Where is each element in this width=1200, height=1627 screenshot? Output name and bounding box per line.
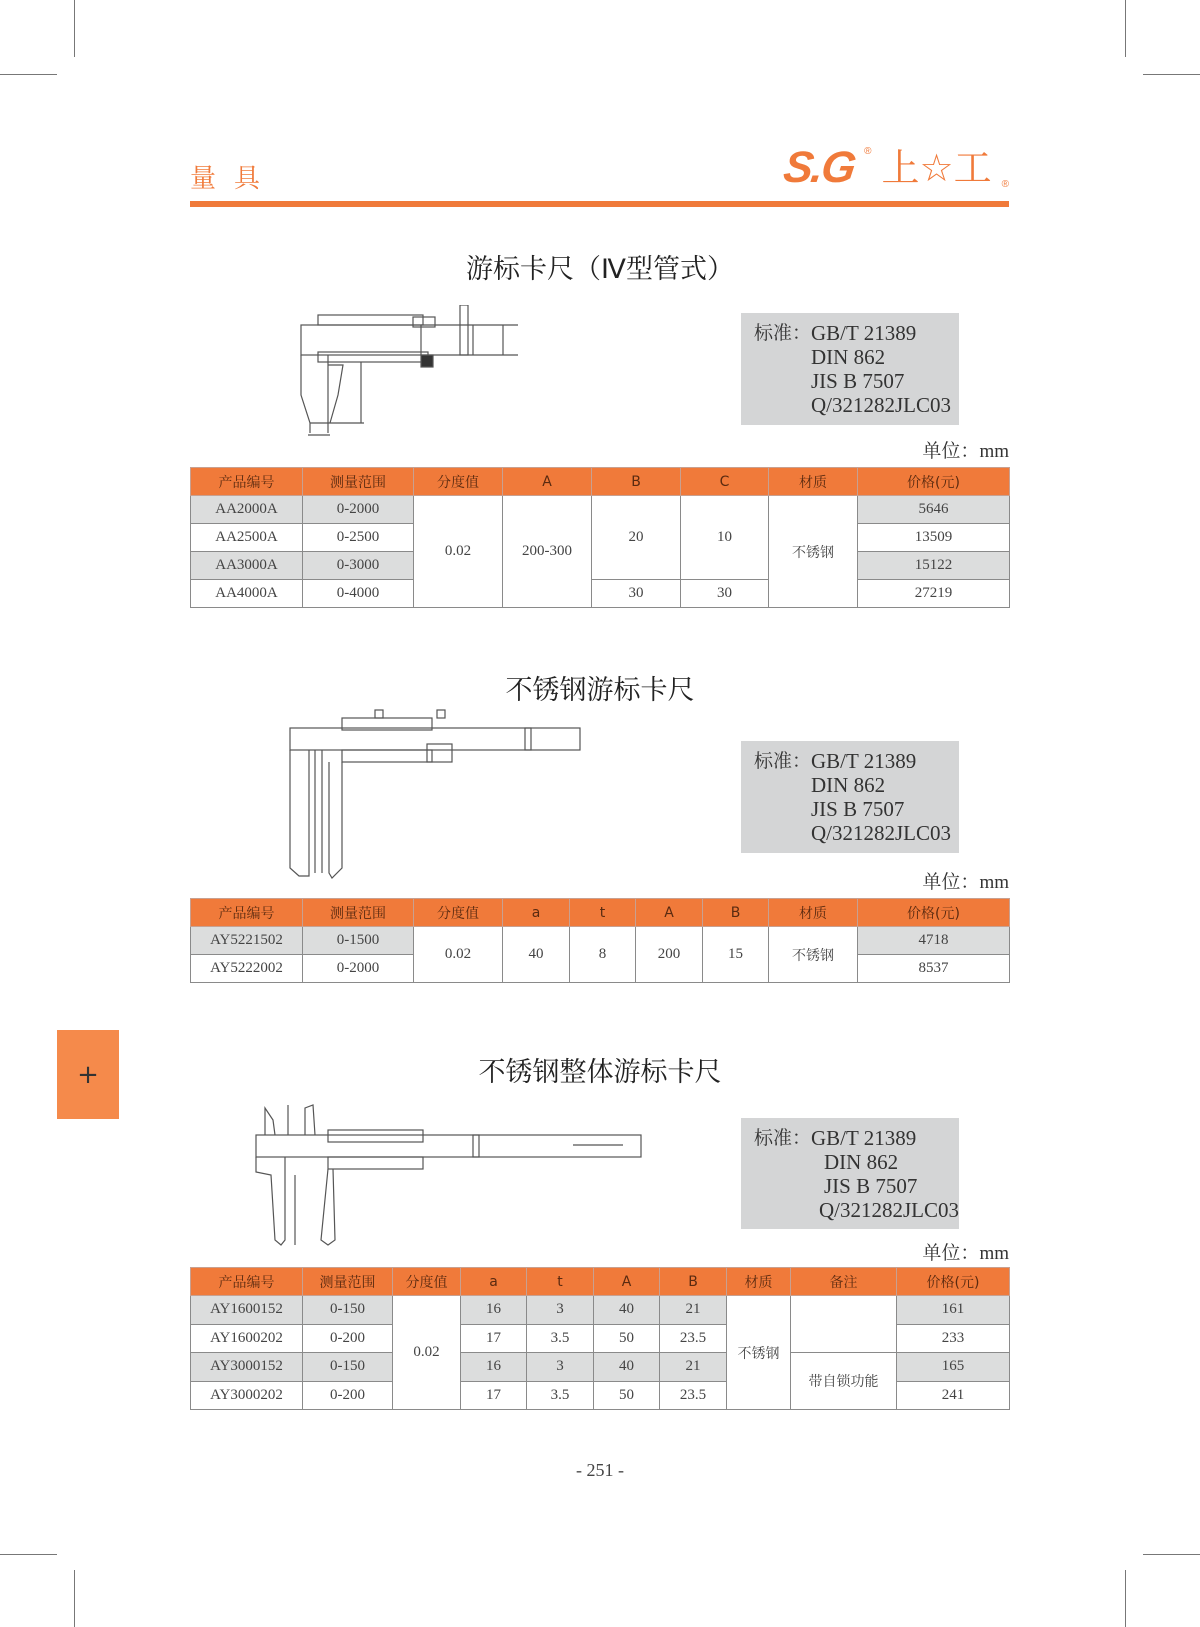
spec-table xyxy=(190,1267,1010,1410)
spec-b-cell: 30 xyxy=(592,580,681,608)
note-cell: 带自锁功能 xyxy=(791,1353,897,1410)
material-cell: 不锈钢 xyxy=(769,927,858,983)
section-title: 不锈钢游标卡尺 xyxy=(505,675,695,706)
spec-t-cell: 3 xyxy=(527,1353,594,1382)
measure-range-cell: 0-200 xyxy=(303,1381,393,1410)
standard-item: DIN 862 xyxy=(811,773,886,797)
plus-icon: + xyxy=(77,1059,99,1090)
standard-item: JIS B 7507 xyxy=(811,369,905,393)
spec-b-cell: 15 xyxy=(703,927,769,983)
table-row xyxy=(191,927,1010,955)
standard-item: DIN 862 xyxy=(824,1150,899,1174)
column-header: 备注 xyxy=(791,1268,897,1296)
column-header: 产品编号 xyxy=(191,1268,303,1296)
spec-a-cell: 17 xyxy=(461,1324,527,1353)
measure-range-cell: 0-1500 xyxy=(303,927,414,955)
section-title: 游标卡尺（Ⅳ型管式） xyxy=(466,254,734,285)
spec-a-cell: 16 xyxy=(461,1296,527,1325)
spec-b-cell: 20 xyxy=(592,496,681,580)
spec-t-cell: 8 xyxy=(570,927,636,983)
product-code-cell: AY5222002 xyxy=(191,955,303,983)
table-header-row xyxy=(191,468,1010,496)
division-cell: 0.02 xyxy=(414,496,503,608)
price-cell: 27219 xyxy=(858,580,1010,608)
spec-a-cell: 200-300 xyxy=(503,496,592,608)
crop-mark xyxy=(1143,1554,1200,1555)
standards-label: 标准： xyxy=(754,750,812,772)
price-cell: 13509 xyxy=(858,524,1010,552)
product-code-cell: AA2000A xyxy=(191,496,303,524)
unit-value: mm xyxy=(979,441,1009,462)
registered-mark: ® xyxy=(864,146,872,157)
spec-a-cell: 50 xyxy=(594,1324,660,1353)
column-header: 测量范围 xyxy=(303,899,414,927)
column-header: a xyxy=(461,1268,527,1296)
column-header: t xyxy=(570,899,636,927)
standard-item: JIS B 7507 xyxy=(811,797,905,821)
spec-t-cell: 3.5 xyxy=(527,1324,594,1353)
column-header: 价格(元) xyxy=(897,1268,1010,1296)
column-header: a xyxy=(503,899,570,927)
product-code-cell: AA2500A xyxy=(191,524,303,552)
standard-item: GB/T 21389 xyxy=(811,1126,917,1150)
spec-a-cell: 16 xyxy=(461,1353,527,1382)
division-cell: 0.02 xyxy=(414,927,503,983)
spec-b-cell: 21 xyxy=(660,1353,727,1382)
spec-t-cell: 3 xyxy=(527,1296,594,1325)
column-header: t xyxy=(527,1268,594,1296)
column-header: 材质 xyxy=(769,468,858,496)
product-code-cell: AY3000152 xyxy=(191,1353,303,1382)
unit-label: 单位： xyxy=(922,1242,980,1264)
unit-value: mm xyxy=(979,872,1009,893)
standard-item: Q/321282JLC03 xyxy=(811,821,952,845)
product-code-cell: AA4000A xyxy=(191,580,303,608)
column-header: A xyxy=(636,899,703,927)
section-title: 不锈钢整体游标卡尺 xyxy=(478,1057,722,1088)
column-header: B xyxy=(660,1268,727,1296)
price-cell: 233 xyxy=(897,1324,1010,1353)
unit-value: mm xyxy=(979,1243,1009,1264)
measure-range-cell: 0-4000 xyxy=(303,580,414,608)
column-header: 分度值 xyxy=(393,1268,461,1296)
crop-mark xyxy=(1125,1570,1126,1627)
column-header: 分度值 xyxy=(414,468,503,496)
measure-range-cell: 0-200 xyxy=(303,1324,393,1353)
table-row xyxy=(191,580,1010,608)
column-header: 价格(元) xyxy=(858,899,1010,927)
empty-cell xyxy=(791,1296,897,1353)
unit-note xyxy=(922,436,1009,463)
crop-mark xyxy=(1143,74,1200,75)
column-header: B xyxy=(592,468,681,496)
spec-table xyxy=(190,467,1010,608)
unit-label: 单位： xyxy=(922,440,980,462)
spec-b-cell: 21 xyxy=(660,1296,727,1325)
standard-item: GB/T 21389 xyxy=(811,749,917,773)
price-cell: 8537 xyxy=(858,955,1010,983)
spec-b-cell: 23.5 xyxy=(660,1324,727,1353)
spec-a-cell: 40 xyxy=(594,1353,660,1382)
standards-label: 标准： xyxy=(754,1127,812,1149)
spec-a-cell: 40 xyxy=(503,927,570,983)
price-cell: 4718 xyxy=(858,927,1010,955)
table-header-row xyxy=(191,899,1010,927)
product-code-cell: AA3000A xyxy=(191,552,303,580)
table-row xyxy=(191,496,1010,524)
logo-latin: S.G xyxy=(781,143,858,192)
column-header: 材质 xyxy=(727,1268,791,1296)
division-cell: 0.02 xyxy=(393,1296,461,1410)
column-header: B xyxy=(703,899,769,927)
standard-item: GB/T 21389 xyxy=(811,321,917,345)
spec-a-cell: 40 xyxy=(594,1296,660,1325)
product-code-cell: AY1600152 xyxy=(191,1296,303,1325)
product-code-cell: AY3000202 xyxy=(191,1381,303,1410)
column-header: 测量范围 xyxy=(303,1268,393,1296)
column-header: C xyxy=(681,468,769,496)
price-cell: 241 xyxy=(897,1381,1010,1410)
unit-note xyxy=(922,1238,1009,1265)
crop-mark xyxy=(1125,0,1126,57)
logo-chinese: 上☆工 xyxy=(881,146,992,190)
table-header-row xyxy=(191,1268,1010,1296)
spec-a-cell: 50 xyxy=(594,1381,660,1410)
unit-note xyxy=(922,867,1009,894)
header-rule xyxy=(190,201,1009,207)
column-header: 价格(元) xyxy=(858,468,1010,496)
column-header: 产品编号 xyxy=(191,899,303,927)
spec-a-cell: 200 xyxy=(636,927,703,983)
standard-item: DIN 862 xyxy=(811,345,886,369)
product-code-cell: AY5221502 xyxy=(191,927,303,955)
spec-b-cell: 23.5 xyxy=(660,1381,727,1410)
standards-box xyxy=(741,1118,959,1229)
price-cell: 161 xyxy=(897,1296,1010,1325)
stainless-caliper-diagram xyxy=(287,708,587,883)
page-number: - 251 - xyxy=(576,1460,624,1480)
column-header: 分度值 xyxy=(414,899,503,927)
measure-range-cell: 0-2000 xyxy=(303,955,414,983)
standards-box xyxy=(741,741,959,853)
integral-caliper-diagram xyxy=(253,1100,643,1250)
table-row xyxy=(191,1296,1010,1325)
spec-t-cell: 3.5 xyxy=(527,1381,594,1410)
standards-label: 标准： xyxy=(754,322,812,344)
tube-caliper-diagram xyxy=(298,305,528,440)
registered-mark: ® xyxy=(1001,179,1009,190)
column-header: 材质 xyxy=(769,899,858,927)
standard-item: JIS B 7507 xyxy=(824,1174,918,1198)
price-cell: 5646 xyxy=(858,496,1010,524)
spec-table xyxy=(190,898,1010,983)
column-header: A xyxy=(594,1268,660,1296)
spec-a-cell: 17 xyxy=(461,1381,527,1410)
column-header: A xyxy=(503,468,592,496)
brand-logo xyxy=(781,143,1009,192)
measure-range-cell: 0-150 xyxy=(303,1296,393,1325)
material-cell: 不锈钢 xyxy=(769,496,858,608)
crop-mark xyxy=(74,0,75,57)
crop-mark xyxy=(74,1570,75,1627)
price-cell: 165 xyxy=(897,1353,1010,1382)
standards-box xyxy=(741,313,959,425)
measure-range-cell: 0-3000 xyxy=(303,552,414,580)
spec-c-cell: 10 xyxy=(681,496,769,580)
column-header: 测量范围 xyxy=(303,468,414,496)
material-cell: 不锈钢 xyxy=(727,1296,791,1410)
measure-range-cell: 0-150 xyxy=(303,1353,393,1382)
section-label: 量具 xyxy=(190,164,279,194)
crop-mark xyxy=(0,1554,57,1555)
spec-c-cell: 30 xyxy=(681,580,769,608)
product-code-cell: AY1600202 xyxy=(191,1324,303,1353)
crop-mark xyxy=(0,74,57,75)
price-cell: 15122 xyxy=(858,552,1010,580)
table-row xyxy=(191,1353,1010,1382)
column-header: 产品编号 xyxy=(191,468,303,496)
standard-item: Q/321282JLC03 xyxy=(811,393,952,417)
standard-item: Q/321282JLC03 xyxy=(818,1198,959,1222)
measure-range-cell: 0-2000 xyxy=(303,496,414,524)
measure-range-cell: 0-2500 xyxy=(303,524,414,552)
unit-label: 单位： xyxy=(922,871,980,893)
